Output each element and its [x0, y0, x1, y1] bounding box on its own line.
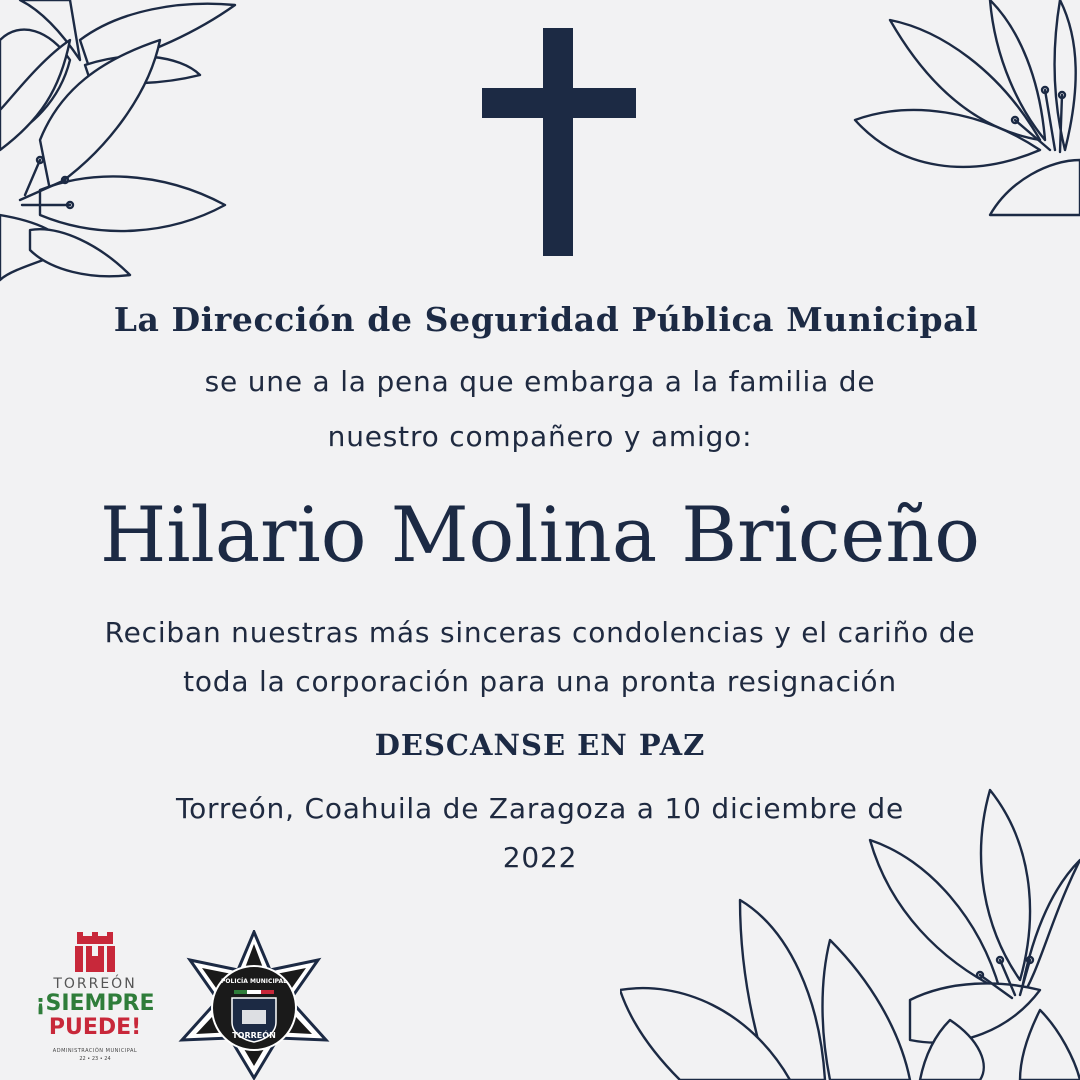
intro-line-1: se une a la pena que embarga a la familia de: [204, 365, 876, 398]
police-top-text: POLICÍA MUNICIPAL: [221, 978, 287, 985]
torreon-slogan-line-2: PUEDE!: [48, 1015, 142, 1040]
police-badge: [178, 930, 330, 1080]
condolence-line-1: Reciban nuestras más sinceras condolencias y el cariño de: [104, 616, 976, 649]
rest-in-peace: DESCANSE EN PAZ: [374, 728, 706, 762]
heading: La Dirección de Seguridad Pública Municipal: [113, 300, 979, 339]
torreon-slogan-line-1: ¡SIEMPRE: [35, 991, 155, 1016]
cross-horizontal-bar: [482, 88, 636, 118]
police-star-badge-icon: [178, 930, 330, 1080]
intro-line-2: nuestro compañero y amigo:: [327, 420, 753, 453]
torreon-castle-icon: [73, 932, 117, 974]
torreon-years-text: 22 • 23 • 24: [79, 1056, 111, 1062]
torreon-logo: [20, 930, 170, 1070]
lily-flower-top-left-icon: [0, 0, 240, 290]
torreon-admin-text: ADMINISTRACIÓN MUNICIPAL: [52, 1048, 138, 1054]
police-bottom-text: TORREÓN: [232, 1031, 276, 1040]
place-date-line-2: 2022: [502, 841, 578, 874]
condolence-line-2: toda la corporación para una pronta resignación: [183, 665, 897, 698]
deceased-name: Hilario Molina Briceño: [99, 490, 981, 579]
torreon-city-text: TORREÓN: [53, 976, 137, 992]
lily-flower-top-right-icon: [850, 0, 1080, 230]
place-date-line-1: Torreón, Coahuila de Zaragoza a 10 diciembre de: [175, 792, 905, 825]
cross-icon: [482, 28, 636, 256]
cross-vertical-bar: [543, 28, 573, 256]
